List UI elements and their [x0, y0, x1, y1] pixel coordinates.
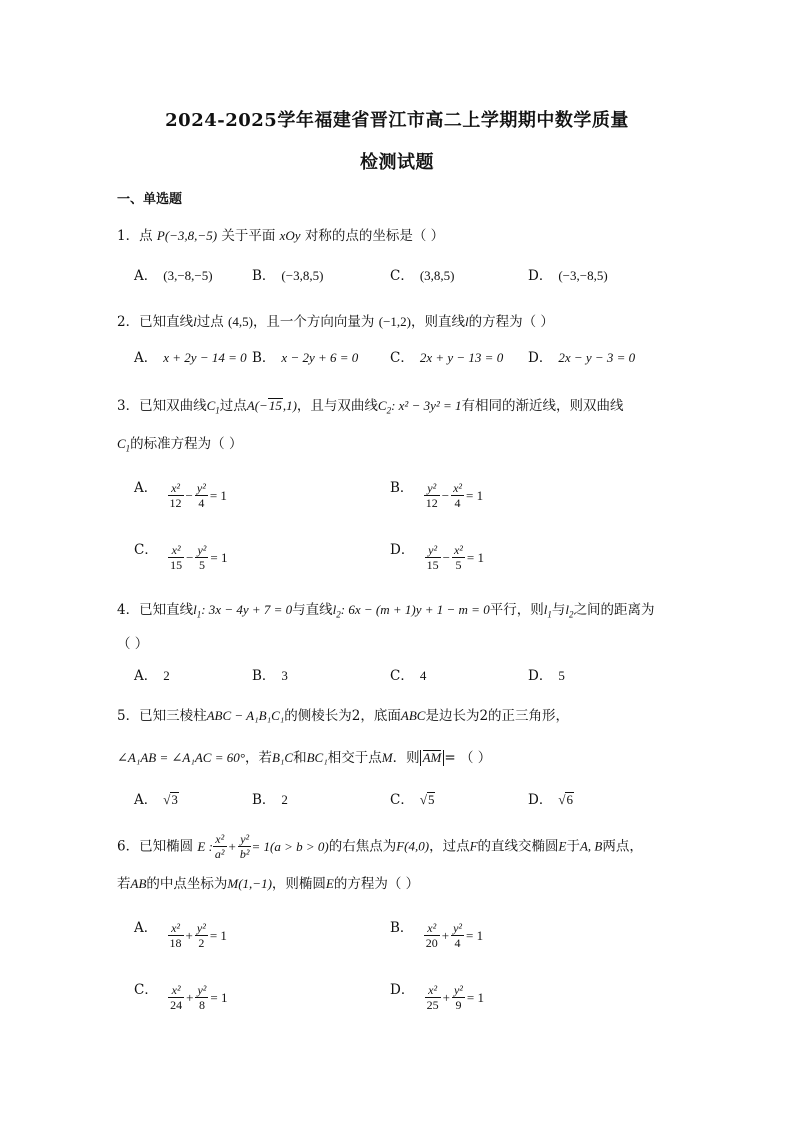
q1-option-d[interactable]: D． (−3,−8,5)	[528, 268, 608, 284]
q5-m: M	[381, 750, 393, 765]
q6-option-b[interactable]: B． $\frac{\text{x²}}{20}$ + $\frac{\text{y²}}{4}$ = 1	[390, 920, 484, 950]
q6-ab-segment: AB	[130, 876, 147, 891]
q6-focus: F(4,0)	[396, 838, 430, 854]
q5-text-g: ．则	[392, 750, 420, 766]
q4-number: 4．	[117, 602, 140, 618]
q4-text-d: 与	[551, 602, 566, 618]
q4-text-c: 平行，则	[489, 602, 544, 618]
q3-text-a: 已知双曲线	[139, 398, 207, 414]
q5-text-e: 和	[293, 750, 307, 766]
q4-l2: $l_2$	[565, 602, 574, 620]
q4-l1-equation: $l_1$: 3x − 4y + 7 = 0	[193, 602, 293, 620]
q6-option-d[interactable]: D． $\frac{\text{x²}}{25}$ + $\frac{\text{y²}}{9}$ = 1	[390, 982, 484, 1012]
question-3	[117, 394, 624, 416]
q2-option-b[interactable]: B． x − 2y + 6 = 0	[252, 350, 359, 366]
q6-text-f: 两点，	[602, 838, 643, 855]
q4-option-d[interactable]: D． 5	[528, 668, 565, 684]
q4-text-a: 已知直线	[139, 602, 194, 618]
q2-text-e: 的方程为（ ）	[468, 314, 554, 330]
question-3-line-2	[117, 432, 242, 454]
q5-b1c: B₁C	[271, 750, 294, 765]
question-6-line-2: 若AB的中点坐标为M(1,−1)，则椭圆E的方程为（ ）	[117, 876, 420, 892]
q2-direction: (−1,2)	[378, 314, 411, 329]
q6-text-b: 的右焦点为	[328, 838, 397, 855]
q5-option-d[interactable]: D． √6	[528, 792, 573, 808]
q2-text-d: ，则直线	[410, 314, 465, 330]
question-2	[117, 310, 554, 330]
q5-abc: ABC	[400, 708, 426, 723]
q5-prism: ABC − A₁B₁C₁	[206, 708, 285, 723]
exam-title-line2: 检测试题	[360, 152, 434, 173]
q1-option-b[interactable]: B． (−3,8,5)	[252, 268, 324, 284]
q3-c1: $C_1$	[206, 398, 220, 416]
question-5	[117, 704, 569, 724]
q2-text-b: 过点	[196, 314, 224, 330]
q5-vector-am: AM	[420, 750, 445, 766]
q5-number: 5．	[117, 708, 140, 724]
q6-text-a: 已知椭圆	[139, 838, 194, 855]
q3-text-c: ，且与双曲线	[296, 398, 378, 414]
q3-option-c[interactable]: C． $\frac{\text{x²}}{15}$ − $\frac{\text{y²}}{5}$ = 1	[134, 542, 228, 572]
question-5-line-2	[117, 746, 491, 766]
question-6	[117, 832, 643, 861]
q1-plane: xOy	[279, 228, 301, 243]
q6-text-d: 的直线交椭圆	[477, 838, 559, 855]
q2-line-symbol: l	[193, 314, 197, 329]
q4-option-a[interactable]: A． 2	[134, 668, 170, 684]
q2-text-c: ，且一个方向向量为	[252, 314, 375, 330]
q5-text-c: 是边长为2的正三角形，	[425, 708, 570, 724]
q6-ab: A, B	[579, 838, 603, 854]
q1-point: P(−3,8,−5)	[156, 228, 218, 243]
q1-text-b: 关于平面	[221, 228, 276, 244]
q2-number: 2．	[117, 314, 140, 330]
q5-bc1: BC₁	[306, 750, 328, 765]
q1-option-c[interactable]: C． (3,8,5)	[390, 268, 455, 284]
q5-text-a: 已知三棱柱	[139, 708, 207, 724]
q3-c2-equation: $C_2$: x² − 3y² = 1	[377, 398, 462, 416]
q6-e: E	[558, 838, 567, 854]
q4-option-c[interactable]: C． 4	[390, 668, 427, 684]
q5-text-d: ，若	[244, 750, 272, 766]
q4-text-e: 之间的距离为	[573, 602, 655, 618]
q6-number: 6．	[117, 838, 140, 855]
q3-option-b[interactable]: B． $\frac{\text{y²}}{12}$ − $\frac{\text{x²}}{4}$ = 1	[390, 480, 484, 510]
q3-c1-again: $C_1$	[117, 436, 131, 454]
q4-text-b: 与直线	[292, 602, 333, 618]
q1-number: 1．	[117, 228, 140, 244]
q4-l2-equation: $l_2$: 6x − (m + 1)y + 1 − m = 0	[332, 602, 490, 620]
q6-ellipse-equation: E : $\frac{\text{x²}}{\text{a²}}$ + $\frac{\text{y²}}{\text{b²}}$ = 1(a > b > 0)	[197, 832, 329, 861]
q6-f: F	[469, 838, 478, 854]
q3-point-a: A(−15,1)	[246, 398, 297, 413]
q2-point: (4,5)	[228, 314, 253, 329]
question-4	[117, 598, 654, 620]
question-1	[117, 224, 444, 244]
q4-option-b[interactable]: B． 3	[252, 668, 288, 684]
q2-text-a: 已知直线	[139, 314, 194, 330]
q3-text-b: 过点	[219, 398, 247, 414]
q5-option-b[interactable]: B． 2	[252, 792, 288, 808]
q3-option-d[interactable]: D． $\frac{\text{y²}}{15}$ − $\frac{\text{x²}}{5}$ = 1	[390, 542, 484, 572]
exam-title-line1: 2024-2025学年福建省晋江市高二上学期期中数学质量	[165, 110, 629, 131]
q6-text-c: ，过点	[429, 838, 470, 855]
q5-option-c[interactable]: C． √5	[390, 792, 435, 808]
question-4-line-2: （ ）	[117, 636, 149, 652]
q1-text-a: 点	[139, 228, 153, 244]
q6-midpoint: M(1,−1)	[227, 876, 272, 891]
q5-text-f: 相交于点	[327, 750, 382, 766]
q3-option-a[interactable]: A． $\frac{\text{x²}}{12}$ − $\frac{\text{y²}}{4}$ = 1	[134, 480, 227, 510]
q6-option-a[interactable]: A． $\frac{\text{x²}}{18}$ + $\frac{\text{y²}}{2}$ = 1	[134, 920, 227, 950]
q2-option-c[interactable]: C． 2x + y − 13 = 0	[390, 350, 504, 366]
q2-option-a[interactable]: A． x + 2y − 14 = 0	[134, 350, 247, 366]
q6-option-c[interactable]: C． $\frac{\text{x²}}{24}$ + $\frac{\text{y²}}{8}$ = 1	[134, 982, 228, 1012]
q5-option-a[interactable]: A． √3	[134, 792, 178, 808]
section-title: 一、单选题	[117, 192, 183, 207]
q3-text-d: 有相同的渐近线，则双曲线	[461, 398, 624, 414]
q4-l1: $l_1$	[543, 602, 552, 620]
q5-text-h: = （ ）	[444, 750, 492, 766]
q3-line2-text: 的标准方程为（ ）	[130, 436, 243, 452]
q5-text-b: 的侧棱长为2，底面	[284, 708, 401, 724]
q3-number: 3．	[117, 398, 140, 414]
q2-option-d[interactable]: D． 2x − y − 3 = 0	[528, 350, 636, 366]
q1-option-a[interactable]: A． (3,−8,−5)	[134, 268, 213, 284]
q6-text-e: 于	[566, 838, 580, 855]
q1-text-c: 对称的点的坐标是（ ）	[304, 228, 445, 244]
q5-angles: ∠A₁AB = ∠A₁AC = 60°	[117, 750, 245, 765]
q2-line-symbol-2: l	[464, 314, 469, 329]
